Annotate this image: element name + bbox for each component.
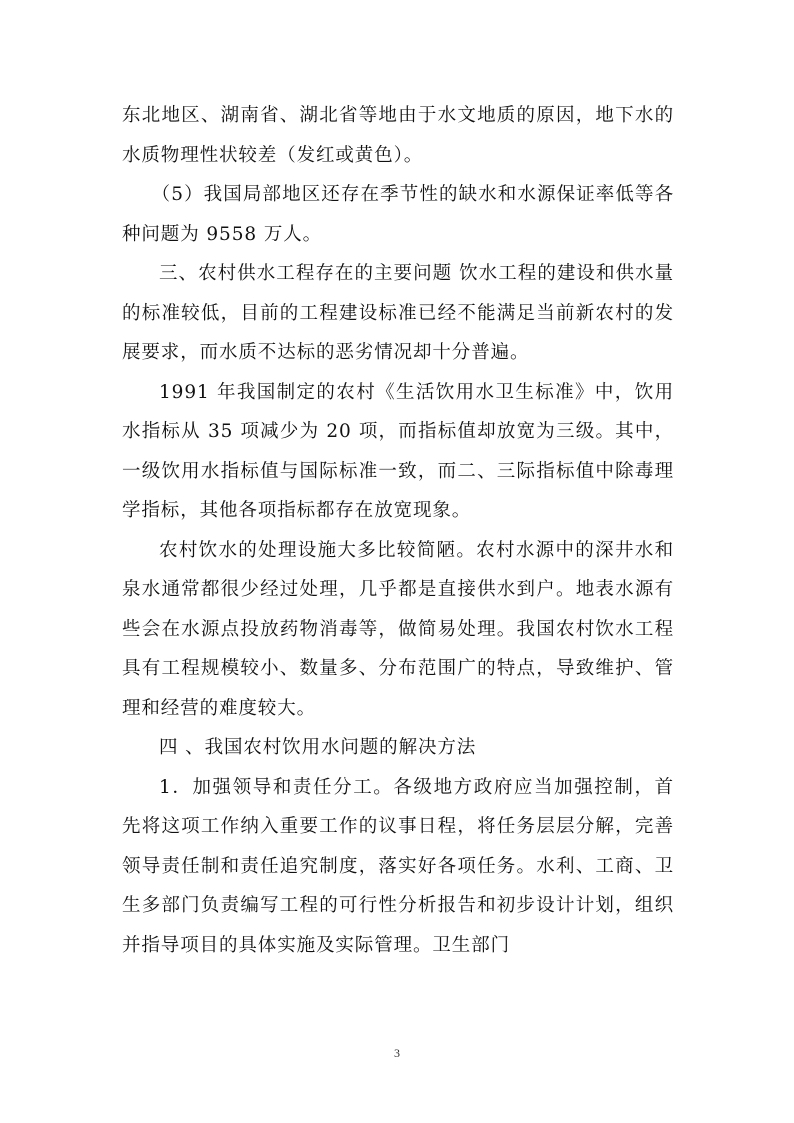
paragraph-standard-1991: 1991 年我国制定的农村《生活饮用水卫生标准》中，饮用水指标从 35 项减少为 20 项，而指标值却放宽为三级。其中，一级饮用水指标值与国际标准一致，而二、三际指标值中除毒理学指标，其他各项指标都存在放宽现象。 <box>122 381 674 521</box>
paragraph-continuation: 东北地区、湖南省、湖北省等地由于水文地质的原因，地下水的水质物理性状较差（发红或黄色）。 <box>122 105 674 166</box>
document-body <box>122 96 674 965</box>
paragraph-treatment-facilities: 农村饮水的处理设施大多比较简陋。农村水源中的深井水和泉水通常都很少经过处理，几乎都是直接供水到户。地表水源有些会在水源点投放药物消毒等，做简易处理。我国农村饮水工程具有工程规模较小、数量多、分布范围广的特点，导致维护、管理和经营的难度较大。 <box>122 539 674 719</box>
paragraph-leadership: 1．加强领导和责任分工。各级地方政府应当加强控制，首先将这项工作纳入重要工作的议事日程，将任务层层分解，完善领导责任制和责任追究制度，落实好各项任务。水利、工商、卫生多部门负责编写工程的可行性分析报告和初步设计计划，组织并指导项目的具体实施及实际管理。卫生部门 <box>122 776 674 956</box>
page-number: 3 <box>394 1046 400 1060</box>
paragraph-item-5: （5）我国局部地区还存在季节性的缺水和水源保证率低等各种问题为 9558 万人。 <box>122 184 674 245</box>
section-four-heading: 四 、我国农村饮用水问题的解决方法 <box>159 737 477 758</box>
paragraph-section-three: 三、农村供水工程存在的主要问题 饮水工程的建设和供水量的标准较低，目前的工程建设标准已经不能满足当前新农村的发展要求，而水质不达标的恶劣情况却十分普遍。 <box>122 263 674 363</box>
